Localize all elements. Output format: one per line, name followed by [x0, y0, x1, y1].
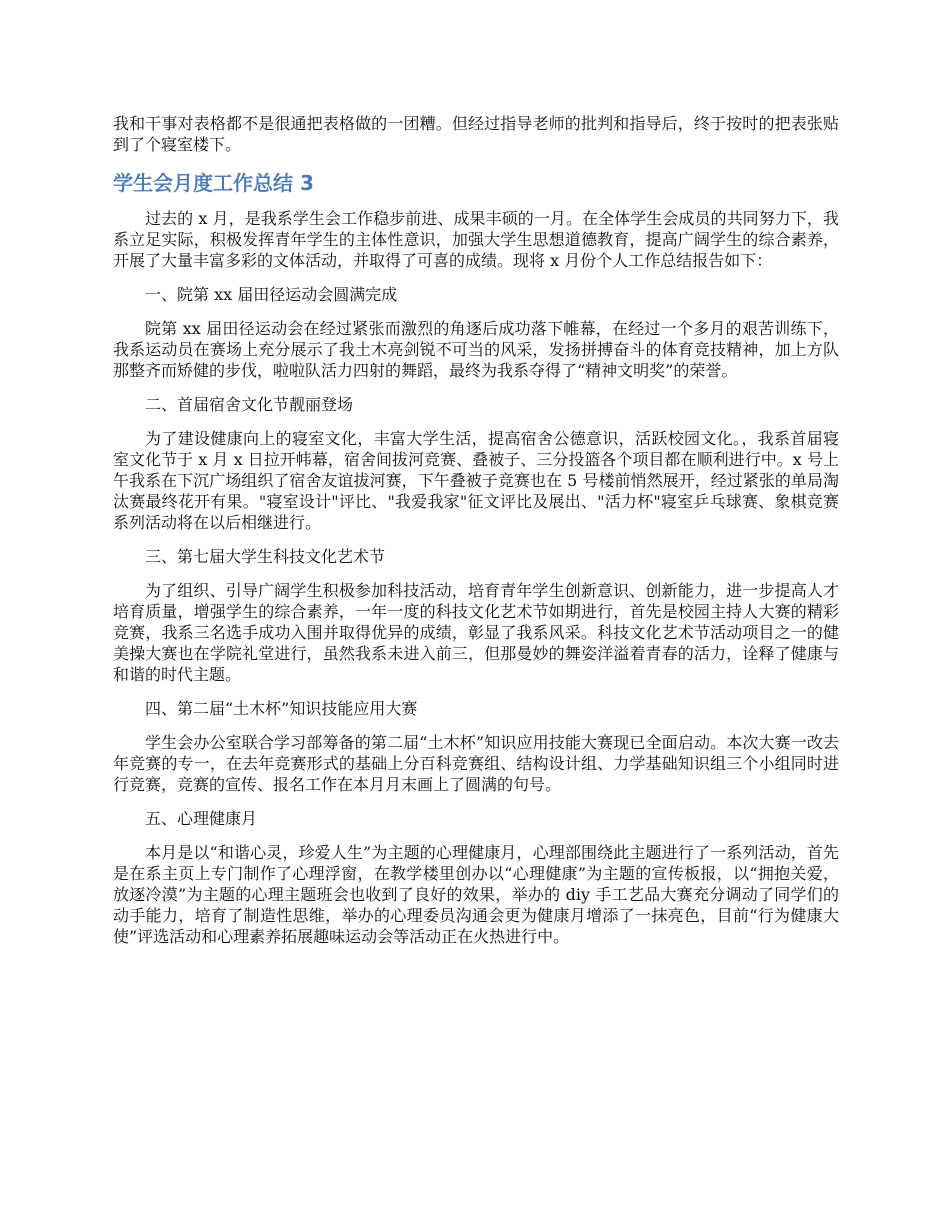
- section-2-title: 二、首届宿舍文化节靓丽登场: [145, 395, 354, 414]
- document-page: [113, 113, 839, 947]
- section-4-body: 学生会办公室联合学习部筹备的第二届“土木杯”知识应用技能大赛现已全面启动。本次大赛一改去年竞赛的专一，在去年竞赛形式的基础上分百科竞赛组、结构设计组、力学基础知识组三个小组同时进行竞赛，竞赛的宣传、报名工作在本月月末画上了圆满的句号。: [113, 733, 839, 794]
- section-heading: 学生会月度工作总结 3: [113, 171, 314, 195]
- section-5-title: 五、心理健康月: [145, 809, 258, 828]
- intro-paragraph: 我和干事对表格都不是很通把表格做的一团糟。但经过指导老师的批判和指导后，终于按时的把表张贴到了个寝室楼下。: [113, 114, 839, 154]
- section-1-body: 院第 xx 届田径运动会在经过紧张而激烈的角逐后成功落下帷幕，在经过一个多月的艰苦训练下，我系运动员在赛场上充分展示了我土木亮剑锐不可当的风采，发扬拼搏奋斗的体育竞技精神，加上方队那整齐而矫健的步伐，啦啦队活力四射的舞蹈，最终为我系夺得了“精神文明奖”的荣誉。: [113, 319, 839, 380]
- section-3-body: 为了组织、引导广阔学生积极参加科技活动，培育青年学生创新意识、创新能力，进一步提高人才培育质量，增强学生的综合素养，一年一度的科技文化艺术节如期进行，首先是校园主持人大赛的精彩竞赛，我系三名选手成功入围并取得优异的成绩，彰显了我系风采。科技文化艺术节活动项目之一的健美操大赛也在学院礼堂进行，虽然我系未进入前三，但那曼妙的舞姿洋溢着青春的活力，诠释了健康与和谐的时代主题。: [113, 581, 839, 684]
- section-5-body: 本月是以“和谐心灵，珍爱人生”为主题的心理健康月，心理部围绕此主题进行了一系列活动，首先是在系主页上专门制作了心理浮窗，在教学楼里创办以“心理健康”为主题的宣传板报，以“拥抱关爱，放逐冷漠”为主题的心理主题班会也收到了良好的效果，举办的 diy 手工艺品大赛充分调动了同学们的动手能力，培育了制造性思维，举办的心理委员沟通会更为健康月增添了一抹亮色，目前“行为健康大使”评选活动和心理素养拓展趣味运动会等活动正在火热进行中。: [113, 843, 839, 946]
- opening-paragraph: 过去的 x 月，是我系学生会工作稳步前进、成果丰硕的一月。在全体学生会成员的共同努力下，我系立足实际，积极发挥青年学生的主体性意识，加强大学生思想道德教育，提高广阔学生的综合素养，开展了大量丰富多彩的文体活动，并取得了可喜的成绩。现将 x 月份个人工作总结报告如下：: [113, 209, 839, 270]
- section-3-title: 三、第七届大学生科技文化艺术节: [145, 547, 386, 566]
- section-1-title: 一、院第 xx 届田径运动会圆满完成: [145, 285, 398, 304]
- section-4-title: 四、第二届“土木杯”知识技能应用大赛: [145, 699, 418, 718]
- section-2-body: 为了建设健康向上的寝室文化，丰富大学生活，提高宿舍公德意识，活跃校园文化。，我系首届寝室文化节于 x 月 x 日拉开帏幕，宿舍间拔河竞赛、叠被子、三分投篮各个项目都在顺利进行中。x 号上午我系在下沉广场组织了宿舍友谊拔河赛，下午叠被子竞赛也在 5 号楼前悄然展开，经过紧张的单局淘汰赛最终花开有果。"寝室设计"评比、"我爱我家"征文评比及展出、"活力杯"寝室乒乓球赛、象棋竞赛系列活动将在以后相继进行。: [113, 429, 839, 532]
